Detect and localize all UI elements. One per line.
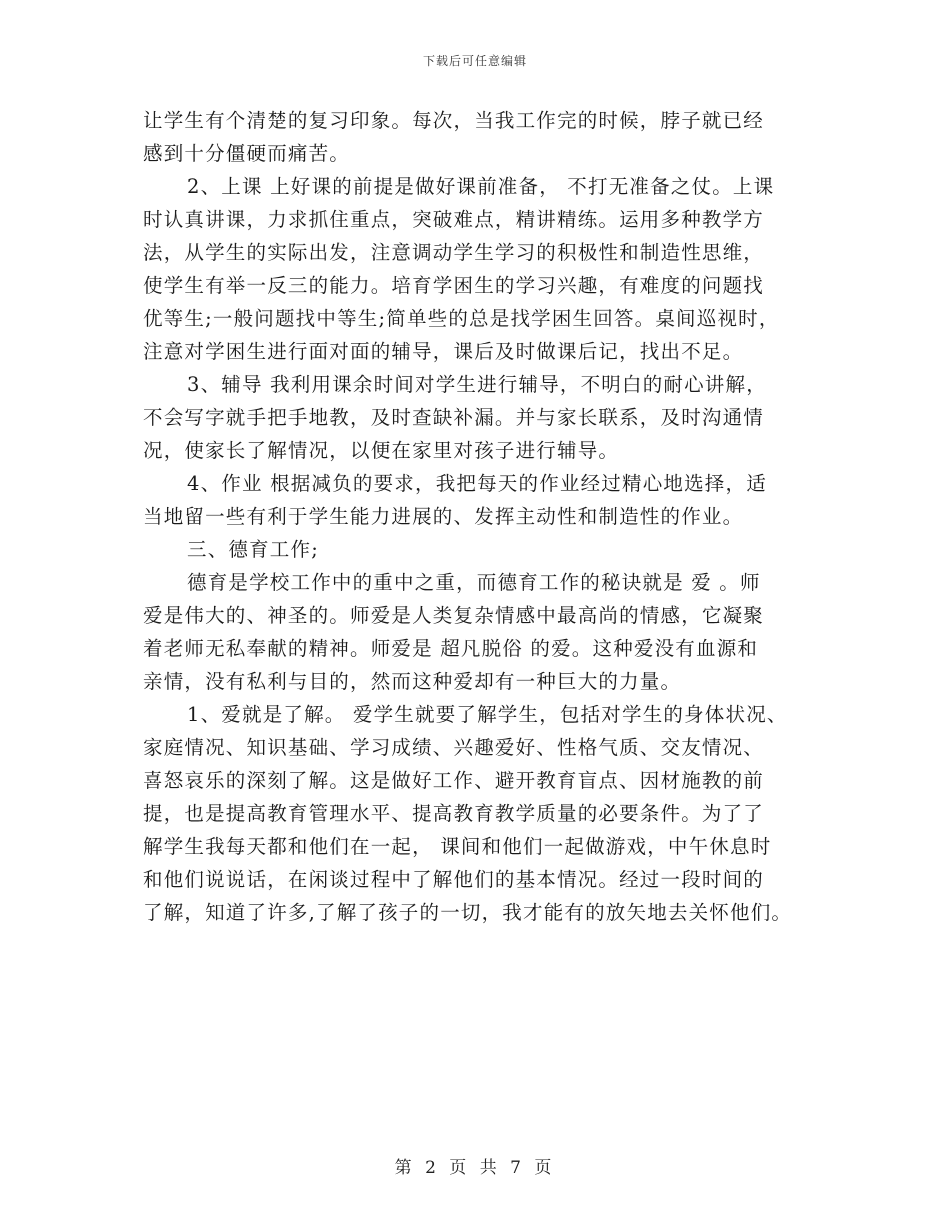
text-line: 优等生;一般问题找中等生;简单些的总是找学困生回答。桌间巡视时， (143, 307, 780, 330)
text-line: 亲情，没有私利与目的，然而这种爱却有一种巨大的力量。 (143, 670, 682, 693)
text-line: 2、上课 上好课的前提是做好课前准备， 不打无准备之仗。上课 (187, 175, 775, 198)
document-body (143, 104, 823, 929)
page-footer: 第 2 页 共 7 页 (394, 1158, 556, 1178)
text-line: 3、辅导 我利用课余时间对学生进行辅导，不明白的耐心讲解， (187, 373, 767, 396)
text-line: 不会写字就手把手地教，及时查缺补漏。并与家长联系，及时沟通情 (143, 406, 765, 429)
text-line: 和他们说说话，在闲谈过程中了解他们的基本情况。经过一段时间的 (143, 868, 765, 891)
text-line: 注意对学困生进行面对面的辅导，课后及时做课后记，找出不足。 (143, 340, 744, 363)
text-line: 时认真讲课，力求抓住重点，突破难点，精讲精练。运用多种教学方 (143, 208, 765, 231)
page-header: 下载后可任意编辑 (422, 54, 527, 68)
text-line: 4、作业 根据减负的要求，我把每天的作业经过精心地选择，适 (187, 472, 767, 495)
text-line: 爱是伟大的、神圣的。师爱是人类复杂情感中最高尚的情感，它凝聚 (143, 604, 765, 627)
text-line: 1、爱就是了解。 爱学生就要了解学生，包括对学生的身体状况、 (187, 703, 788, 726)
text-line: 三、德育工作; (187, 538, 319, 561)
text-line: 解学生我每天都和他们在一起， 课间和他们一起做游戏，中午休息时 (143, 835, 772, 858)
text-line: 况，使家长了解情况，以便在家里对孩子进行辅导。 (143, 439, 620, 462)
text-line: 德育是学校工作中的重中之重，而德育工作的秘诀就是 爱 。师 (187, 571, 761, 594)
text-line: 着老师无私奉献的精神。师爱是 超凡脱俗 的爱。这种爱没有血源和 (143, 637, 759, 660)
text-line: 家庭情况、知识基础、学习成绩、兴趣爱好、性格气质、交友情况、 (143, 736, 765, 759)
text-line: 法，从学生的实际出发，注意调动学生学习的积极性和制造性思维， (143, 241, 765, 264)
text-line: 了解，知道了许多,了解了孩子的一切，我才能有的放矢地去关怀他们。 (143, 901, 793, 924)
text-line: 让学生有个清楚的复习印象。每次，当我工作完的时候，脖子就已经 (143, 109, 765, 132)
text-line: 喜怒哀乐的深刻了解。这是做好工作、避开教育盲点、因材施教的前 (143, 769, 765, 792)
text-line: 当地留一些有利于学生能力进展的、发挥主动性和制造性的作业。 (143, 505, 744, 528)
text-line: 提，也是提高教育管理水平、提高教育教学质量的必要条件。为了了 (143, 802, 765, 825)
text-line: 使学生有举一反三的能力。培育学困生的学习兴趣，有难度的问题找 (143, 274, 765, 297)
text-line: 感到十分僵硬而痛苦。 (143, 142, 351, 165)
